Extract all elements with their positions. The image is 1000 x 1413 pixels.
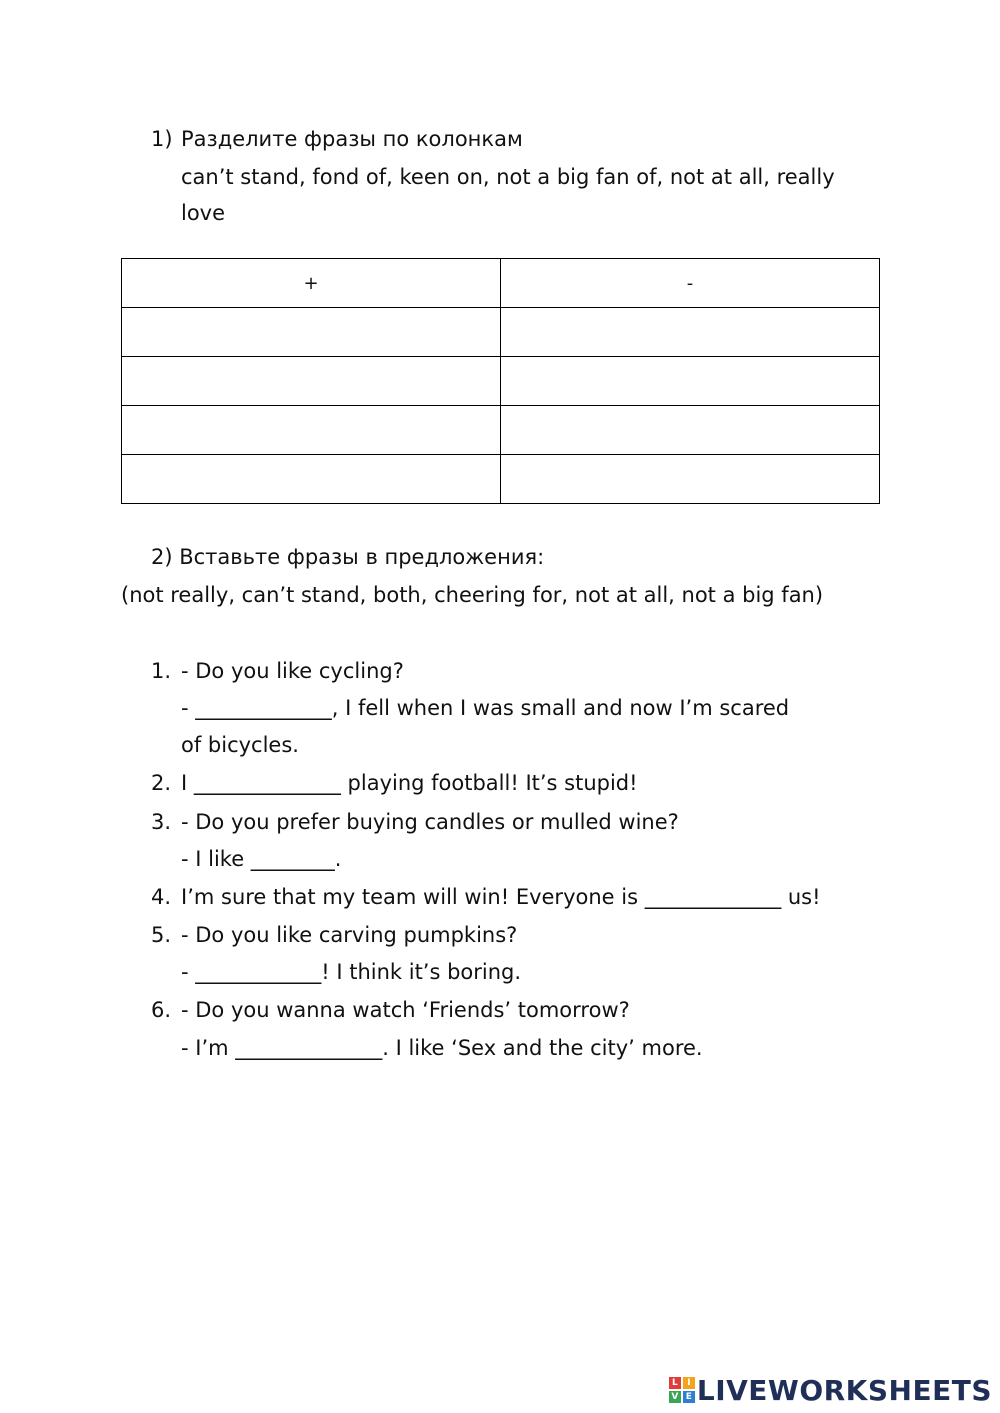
task1-number: 1): [151, 127, 173, 151]
task1-phrases-line1: can’t stand, fond of, keen on, not a big fan of, not at all, really: [181, 165, 835, 189]
item-line: I’m sure that my team will win! Everyone is _____________ us!: [181, 885, 821, 909]
task1-heading: Разделите фразы по колонкам: [181, 127, 523, 151]
item-line: - ____________! I think it’s boring.: [181, 960, 522, 984]
liveworksheets-logo: [669, 1373, 992, 1407]
item-line: I ______________ playing football! It’s stupid!: [181, 771, 638, 795]
item-number: 2.: [151, 771, 172, 795]
logo-wordmark: LIVEWORKSHEETS: [696, 1373, 992, 1407]
item-line: of bicycles.: [181, 733, 299, 757]
task1-phrases-line2: love: [181, 201, 226, 225]
answer-cell-plus[interactable]: [122, 357, 501, 406]
item-number: 4.: [151, 885, 172, 909]
answer-cell-plus[interactable]: [122, 308, 501, 357]
answer-cell-plus[interactable]: [122, 406, 501, 455]
logo-letter: I: [683, 1377, 695, 1389]
item-number: 3.: [151, 810, 172, 834]
item-line: - I’m ______________. I like ‘Sex and the city’ more.: [181, 1036, 703, 1060]
task2-heading: 2) Вставьте фразы в предложения:: [151, 545, 545, 569]
item-number: 1.: [151, 659, 172, 683]
logo-mark-icon: [669, 1377, 695, 1403]
plus-column-header: +: [122, 259, 501, 308]
table-row: [122, 455, 880, 504]
item-line: - I like ________.: [181, 847, 342, 871]
item-line: - Do you prefer buying candles or mulled wine?: [181, 810, 679, 834]
answer-cell-minus[interactable]: [501, 406, 880, 455]
item-line: - _____________, I fell when I was small and now I’m scared: [181, 696, 790, 720]
answer-cell-minus[interactable]: [501, 455, 880, 504]
answer-cell-plus[interactable]: [122, 455, 501, 504]
item-line: - Do you like carving pumpkins?: [181, 923, 518, 947]
table-header-row: [122, 259, 880, 308]
answer-cell-minus[interactable]: [501, 308, 880, 357]
answer-cell-minus[interactable]: [501, 357, 880, 406]
item-line: - Do you wanna watch ‘Friends’ tomorrow?: [181, 998, 630, 1022]
task2-phrases: (not really, can’t stand, both, cheering for, not at all, not a big fan): [121, 583, 824, 607]
sorting-table: [121, 258, 880, 504]
logo-letter: E: [683, 1391, 695, 1403]
table-row: [122, 308, 880, 357]
item-number: 6.: [151, 998, 172, 1022]
table-row: [122, 357, 880, 406]
logo-letter: V: [669, 1391, 681, 1403]
item-number: 5.: [151, 923, 172, 947]
item-line: - Do you like cycling?: [181, 659, 404, 683]
minus-column-header: -: [501, 259, 880, 308]
logo-letter: L: [669, 1377, 681, 1389]
table-row: [122, 406, 880, 455]
